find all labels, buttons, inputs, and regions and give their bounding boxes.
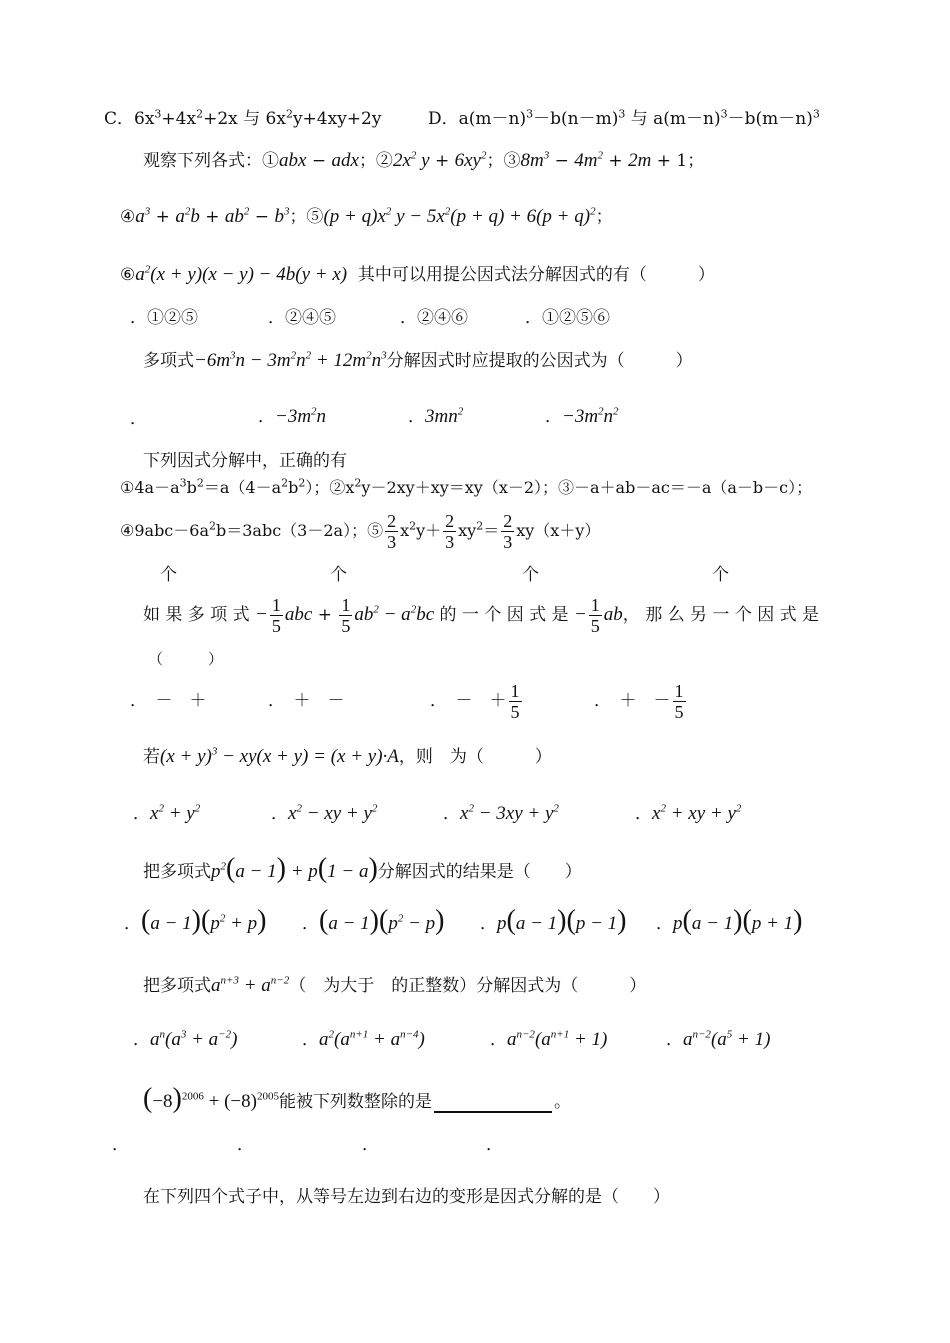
q2-option-a: ． [130,409,147,429]
q7-lead: 把多项式 [143,976,211,996]
q5-lead: 若 [143,747,160,767]
q6-line: 把多项式$p^2(a - 1) + p(1 - a)$分解因式的结果是（ ） [143,853,582,884]
q5-mid: ，则 为（ ） [398,747,552,767]
q4-tail: ， 那 么 另 一 个 因 式 是 [622,605,820,625]
q4-option-c: ． － ＋ $\frac{1}{5}$ [430,681,520,722]
q1-option-b: ．②④⑤ [268,308,336,328]
q7-option-d: ．$a^{n-2}(a^5 + 1)$ [666,1028,771,1050]
q7-option-a: ．$a^n(a^3 + a^{-2})$ [133,1028,238,1050]
q6-option-b: ．$(a - 1)(p^2 - p)$ [302,905,445,936]
q8-option-b: ． [237,1135,254,1155]
option-c: C．$6x^3+4x^2+2x$ 与 $6x^2y+4xy+2y$ [104,107,382,129]
q7-line: 把多项式$a^{n+3} + a^{n-2}$（ 为大于 的正整数）分解因式为（ ） [143,974,647,996]
q8-option-a: ． [112,1135,129,1155]
q5-option-b: ．$x^2$ − xy + $y^2$ [271,802,378,824]
option-d: D．$a(m-n)^3-b(n-m)^3$ 与 $a(m-n)^3-b(m-n)^3$ [428,107,820,129]
fraction: $\frac{2}{3}$ [503,511,513,552]
q3-option-c: 个 [522,565,539,585]
fraction: $\frac{2}{3}$ [445,511,455,552]
q2-line: 多项式$-6m^3n - 3m^2n^2 + 12m^2n^3$分解因式时应提取的公因式为（ ） [143,349,693,371]
q4-option-d: ． ＋ － $\frac{1}{5}$ [594,681,684,722]
q3-line1: $①4a-a^3b^2=a(4-a^2b^2)$；$②x^2y-2xy+xy=xy(x-2)$；③－a＋ab－ac＝－a（a－b－c）； [120,476,813,497]
q1-option-d: ．①②⑤⑥ [525,308,610,328]
q1-lead: 观察下列各式： [143,151,262,171]
q8-line: $(-8)^{2006} + (-8)^{2005}$能被下列数整除的是 。 [143,1083,571,1114]
q9-question: 在下列四个式子中，从等号左边到右边的变形是因式分解的是（ ） [143,1187,670,1207]
q3-lead: 下列因式分解中，正确的有 [143,451,347,471]
q6-tail: 分解因式的结果是（ ） [377,862,582,882]
q4-mid: 的 一 个 因 式 是 [439,605,569,625]
q5-option-d: ．$x^2$ + xy + $y^2$ [635,802,742,824]
q4-lead: 如 果 多 项 式 [143,605,250,625]
q1-line3: $⑥a^2(x + y)(x - y) - 4b(y + x)$ 其中可以用提公因式法分解因式的有（ ） [120,263,715,285]
q1-line1: 观察下列各式：①abx − adx；$②2x^2$ $y + 6xy^2$；$③8m^3 - 4m^2 + 2m + 1$； [143,149,705,171]
q2-option-c: ．$3mn^2$ [408,405,464,427]
q4-option-a: ． － ＋ [130,691,207,711]
q1-question: 其中可以用提公因式法分解因式的有（ ） [357,265,715,285]
q5-option-a: ．$x^2 + y^2$ [133,802,201,824]
q5-option-c: ．$x^2 - 3xy + y^2$ [443,802,559,824]
q1-option-a: ．①②⑤ [130,308,198,328]
q6-option-d: ．p(a − 1)(p + 1) [656,905,803,936]
q2-option-b: ．$-3m^2n$ [258,405,327,427]
q5-line: 若$(x + y)^3 - xy(x + y) = (x + y)\cdot A$，则 为（ ） [143,745,552,767]
q4-line: 如 果 多 项 式 − $\frac{1}{5}$ abc + $\frac{1}{5}$ $ab^2 - a^2bc$ 的 一 个 因 式 是 − $\frac{1}{5}$ ab， 那 么 另 一 个 因 式 是 [143,595,820,636]
q7-tail: （ 为大于 的正整数）分解因式为（ ） [289,976,647,996]
answer-blank[interactable] [434,1093,552,1113]
q2-lead: 多项式 [143,351,194,371]
q3-option-d: 个 [712,565,729,585]
q2-question: 分解因式时应提取的公因式为（ ） [386,351,693,371]
q3-option-a: 个 [160,565,177,585]
q3-option-b: 个 [330,565,347,585]
q3-line2: $④9abc-6a^2b=3abc(3-2a)$；⑤ $\frac{2}{3}$ $x^2y+$ $\frac{2}{3}$ $xy^2=$ $\frac{2}{3}$ xy（x＋y） [120,511,601,552]
q2-option-d: ．$-3m^2n^2$ [545,405,619,427]
q8-option-c: ． [362,1135,379,1155]
q7-option-c: ．$a^{n-2}(a^{n+1} + 1)$ [490,1028,608,1050]
q7-option-b: ．$a^2(a^{n+1} + a^{n-4})$ [302,1028,425,1050]
q6-option-a: ．$(a - 1)(p^2 + p)$ [124,905,267,936]
q4-option-b: ． ＋ － [268,691,345,711]
q1-line2: $④a^3 + a^2b + ab^2 - b^3$；⑤(p + $q)x^2$ $y - 5x^2(p + q) + 6(p + q)^2$； [120,205,613,227]
q6-lead: 把多项式 [143,862,211,882]
q4-paren: （ ） [148,650,224,668]
q1-option-c: ．②④⑥ [400,308,468,328]
fraction: $\frac{2}{3}$ [387,511,397,552]
q8-tail: 能被下列数整除的是 [278,1092,432,1112]
q6-option-c: ．p(a − 1)(p − 1) [480,905,627,936]
q8-option-d: ． [486,1135,503,1155]
